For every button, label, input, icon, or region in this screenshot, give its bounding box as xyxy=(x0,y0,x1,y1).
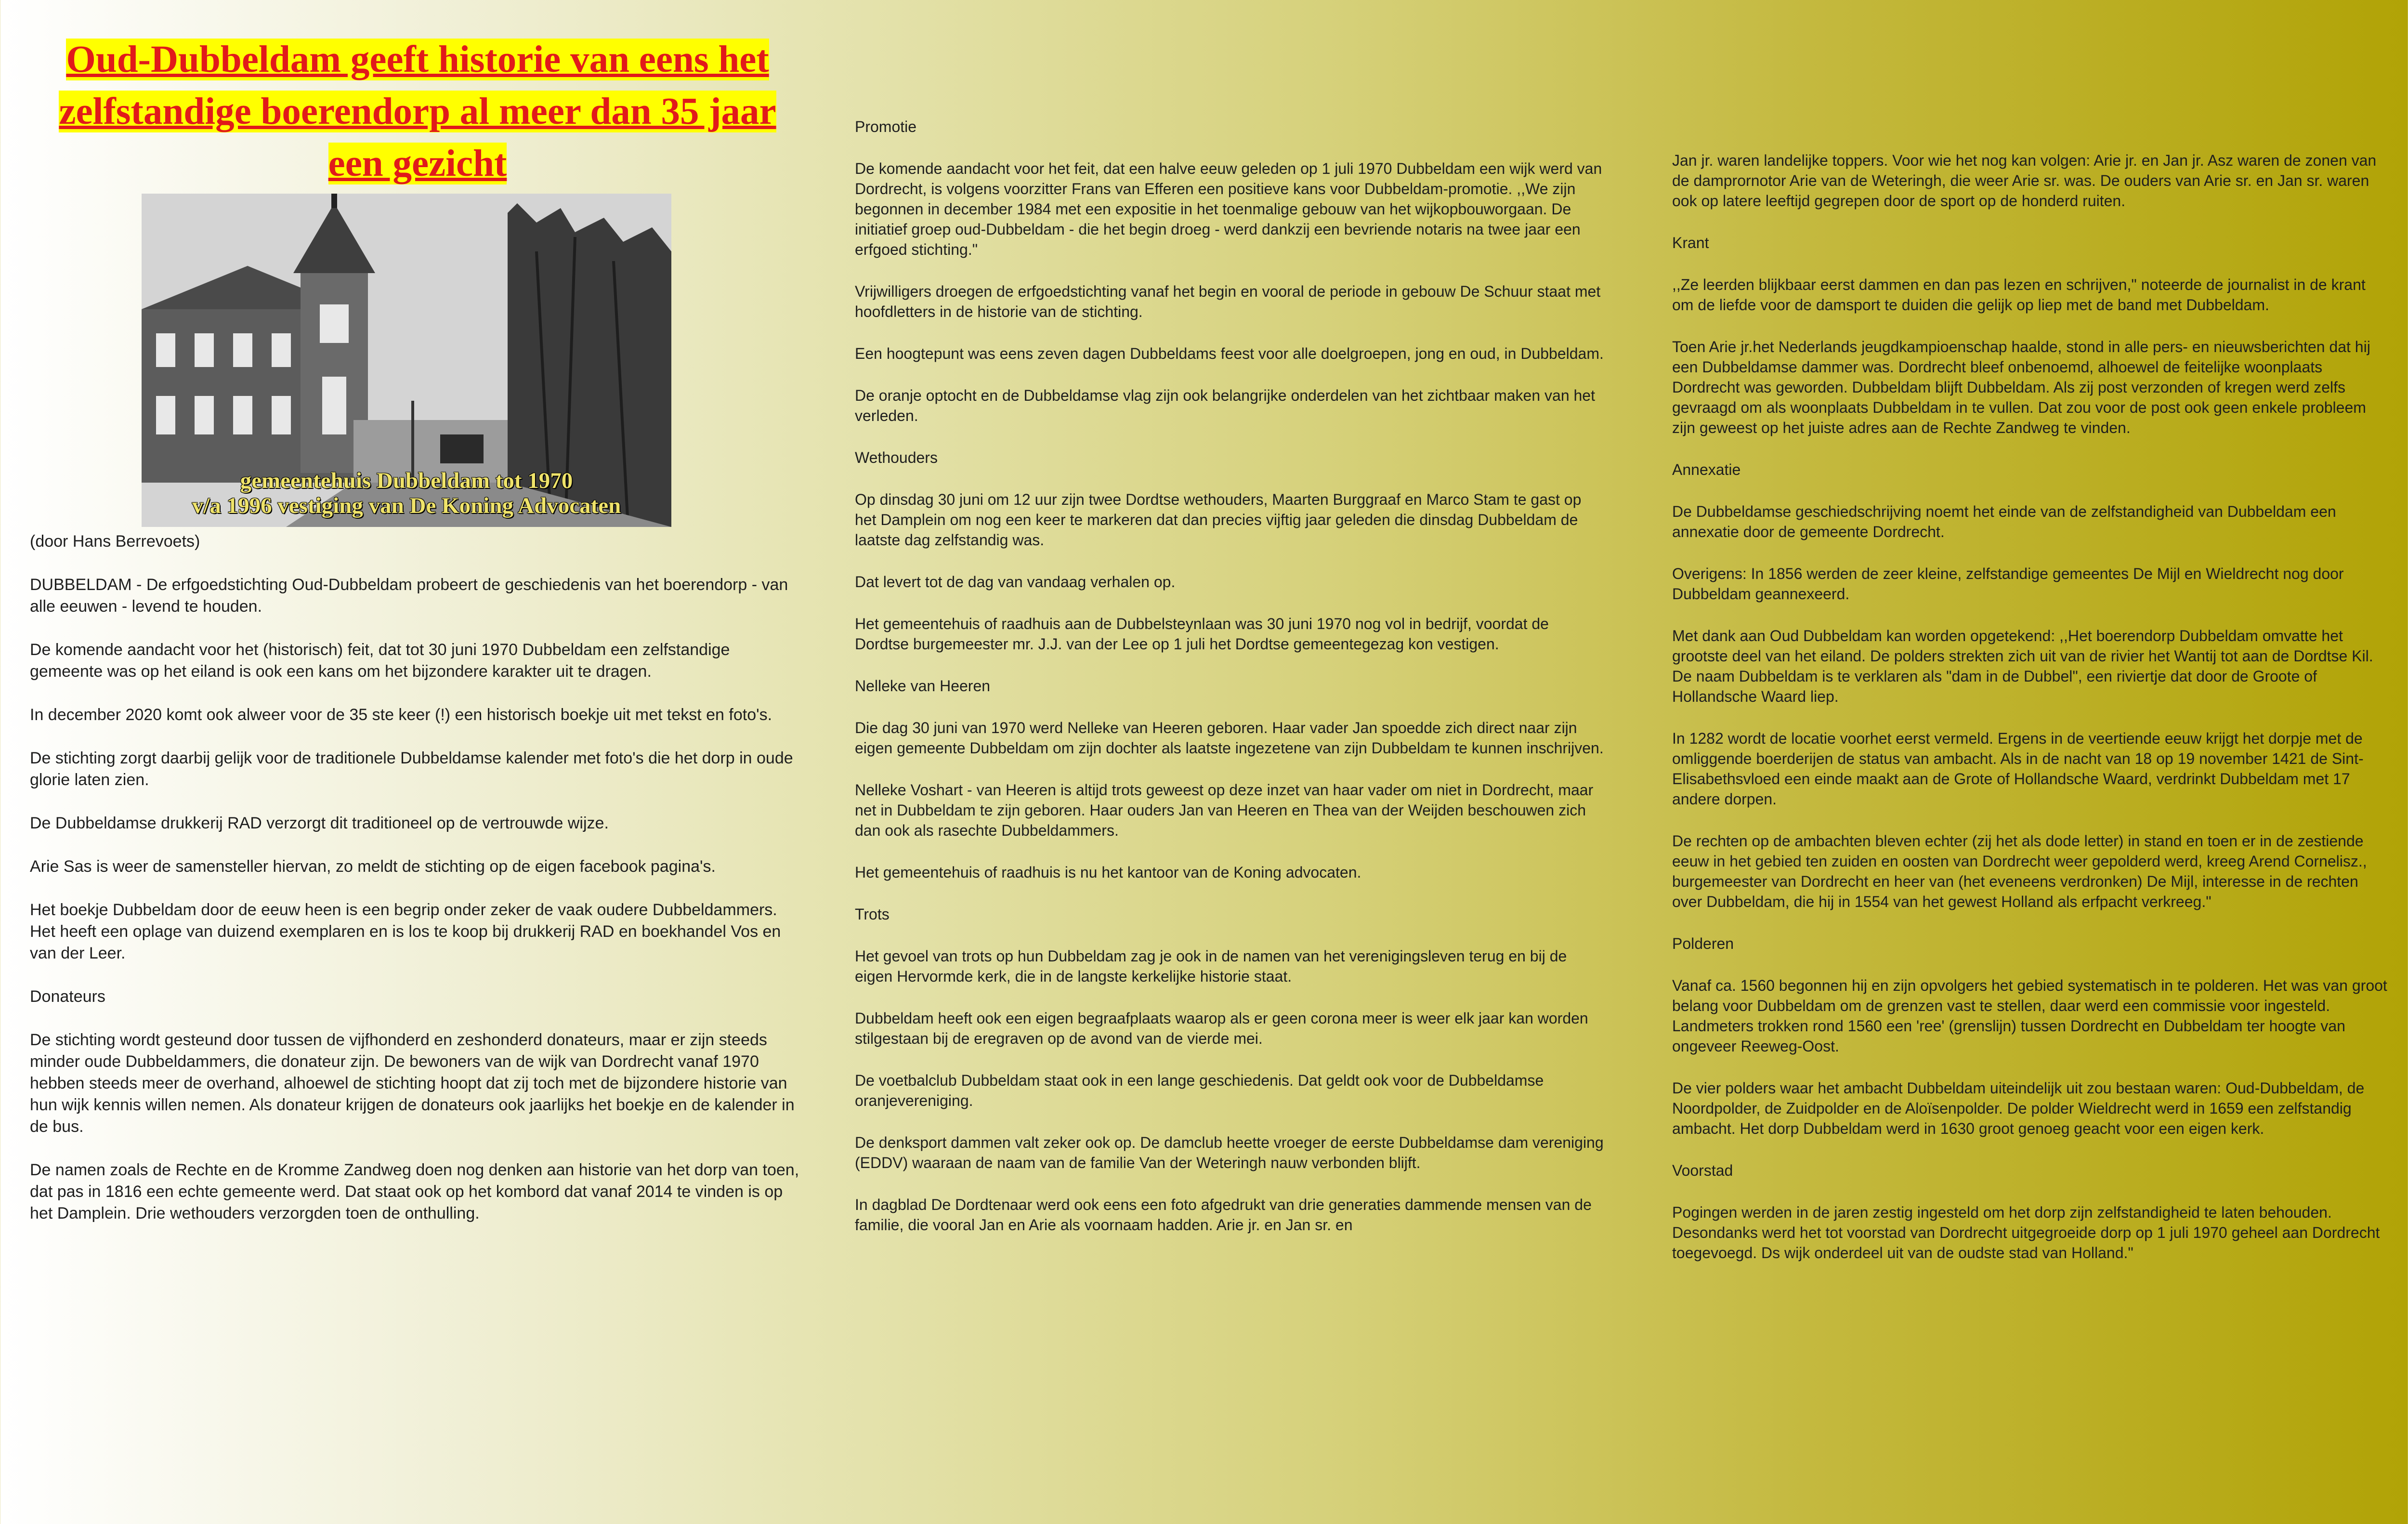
section-heading: Polderen xyxy=(1672,935,1734,952)
paragraph: ,,Ze leerden blijkbaar eerst dammen en dan pas lezen en schrijven," noteerde de journalist in de krant om de liefde voor de damsport te duiden die gelijk op liep met de band met Dubbeldam. xyxy=(1672,276,2366,314)
column-2 xyxy=(855,117,1606,1257)
paragraph: De rechten op de ambachten bleven echter (zij het als dode letter) in stand en toen er in de zestiende eeuw in het gebied ten zuiden en oosten van Dordrecht weer gepolderd werd, kreeg Arend Cornelisz., burgemeester van Dordrecht en heer van (het eveneens verdronken) De Mijl, interesse in de rechten over Dubbeldam, die hij in 1554 van het gewest Holland als erfpacht verkreeg." xyxy=(1672,832,2367,910)
section-heading: Donateurs xyxy=(30,987,105,1006)
paragraph: De stichting zorgt daarbij gelijk voor de traditionele Dubbeldamse kalender met foto's die het dorp in oude glorie laten zien. xyxy=(30,749,793,789)
paragraph: Arie Sas is weer de samensteller hiervan, zo meldt de stichting op de eigen facebook pagina's. xyxy=(30,857,716,876)
section-heading: Promotie xyxy=(855,118,917,135)
paragraph: Die dag 30 juni van 1970 werd Nelleke van Heeren geboren. Haar vader Jan spoedde zich direct naar zijn eigen gemeente Dubbeldam om zijn dochter als laatste ingezetene van zijn Dubbeldam te kunnen inschrijven. xyxy=(855,719,1604,757)
paragraph: De Dubbeldamse geschiedschrijving noemt het einde van de zelfstandigheid van Dubbeldam een annexatie door de gemeente Dordrecht. xyxy=(1672,503,2336,540)
paragraph: Het boekje Dubbeldam door de eeuw heen is een begrip onder zeker de vaak oudere Dubbeldammers. Het heeft een oplage van duizend exemplaren en is los te koop bij drukkerij RAD en boekhandel Vos en van der Leer. xyxy=(30,901,781,962)
paragraph: De Dubbeldamse drukkerij RAD verzorgt dit traditioneel op de vertrouwde wijze. xyxy=(30,814,609,832)
section-heading: Voorstad xyxy=(1672,1162,1733,1179)
column-3 xyxy=(1672,150,2390,1285)
paragraph: In dagblad De Dordtenaar werd ook eens een foto afgedrukt van drie generaties dammende mensen van de familie, die vooral Jan en Arie als voornaam hadden. Arie jr. en Jan sr. en xyxy=(855,1196,1592,1234)
author-line: (door Hans Berrevoets) xyxy=(30,532,200,551)
paragraph: Een hoogtepunt was eens zeven dagen Dubbeldams feest voor alle doelgroepen, jong en oud, in Dubbeldam. xyxy=(855,345,1604,362)
paragraph: De oranje optocht en de Dubbeldamse vlag zijn ook belangrijke onderdelen van het zichtbaar maken van het verleden. xyxy=(855,387,1595,424)
article-title: Oud-Dubbeldam geeft historie van eens het zelfstandige boerendorp al meer dan 35 jaar een gezicht xyxy=(59,39,776,184)
paragraph: Vanaf ca. 1560 begonnen hij en zijn opvolgers het gebied systematisch in te polderen. Het was van groot belang voor Dubbeldam om de grenzen vast te stellen, daar werd een commissie voor ingesteld. Landmeters trokken rond 1560 een 'ree' (grenslijn) tussen Dordrecht en Dubbeldam ter hoogte van ongeveer Reeweg-Oost. xyxy=(1672,977,2387,1055)
paragraph: De denksport dammen valt zeker ook op. De damclub heette vroeger de eerste Dubbeldamse dam vereniging (EDDV) waaraan de naam van de familie Van der Weteringh nauw verbonden blijft. xyxy=(855,1134,1604,1171)
paragraph: Jan jr. waren landelijke toppers. Voor wie het nog kan volgen: Arie jr. en Jan jr. Asz waren de zonen van de damprornotor Arie van de Weteringh, die weer Arie sr. was. De ouders van Arie sr. en Jan sr. waren ook op latere leeftijd gegrepen door de sport op de honderd ruiten. xyxy=(1672,152,2377,210)
paragraph: DUBBELDAM - De erfgoedstichting Oud-Dubbeldam probeert de geschiedenis van het boerendorp - van alle eeuwen - levend te houden. xyxy=(30,576,788,616)
section-heading: Wethouders xyxy=(855,449,938,466)
paragraph: Dubbeldam heeft ook een eigen begraafplaats waarop als er geen corona meer is weer elk jaar kan worden stilgestaan bij de eregraven op de avond van de vierde mei. xyxy=(855,1010,1588,1047)
section-heading: Trots xyxy=(855,906,890,923)
paragraph: Nelleke Voshart - van Heeren is altijd trots geweest op deze inzet van haar vader om niet in Dordrecht, maar net in Dubbeldam te zijn geboren. Haar ouders Jan van Heeren en Thea van der Weijden beschouwen zich dan ook als rasechte Dubbeldammers. xyxy=(855,781,1594,839)
town-hall-photo xyxy=(142,194,671,527)
paragraph: Op dinsdag 30 juni om 12 uur zijn twee Dordtse wethouders, Maarten Burggraaf en Marco Stam te gast op het Damplein om nog een keer te markeren dat dan precies vijftig jaar geleden die dinsdag Dubbeldam de laatste dag zelfstandig was. xyxy=(855,491,1582,549)
paragraph: De komende aandacht voor het (historisch) feit, dat tot 30 juni 1970 Dubbeldam een zelfstandige gemeente was op het eiland is ook een kans om het bijzondere karakter uit te dragen. xyxy=(30,641,730,681)
paragraph: De namen zoals de Rechte en de Kromme Zandweg doen nog denken aan historie van het dorp van toen, dat pas in 1816 een echte gemeente werd. Dat staat ook op het kombord dat vanaf 2014 te vinden is op het Damplein. Drie wethouders verzorgden toen de onthulling. xyxy=(30,1161,799,1222)
section-heading: Nelleke van Heeren xyxy=(855,677,991,695)
paragraph: De voetbalclub Dubbeldam staat ook in een lange geschiedenis. Dat geldt ook voor de Dubbeldamse oranjevereniging. xyxy=(855,1072,1544,1109)
paragraph: Overigens: In 1856 werden de zeer kleine, zelfstandige gemeentes De Mijl en Wieldrecht nog door Dubbeldam geannexeerd. xyxy=(1672,565,2344,603)
paragraph: Het gevoel van trots op hun Dubbeldam zag je ook in de namen van het verenigingsleven terug en bij de eigen Hervormde kerk, die in de langste kerkelijke historie staat. xyxy=(855,947,1567,985)
paragraph: Vrijwilligers droegen de erfgoedstichting vanaf het begin en vooral de periode in gebouw De Schuur staat met hoofdletters in de historie van de stichting. xyxy=(855,283,1601,320)
paragraph: De vier polders waar het ambacht Dubbeldam uiteindelijk uit zou bestaan waren: Oud-Dubbeldam, de Noordpolder, de Zuidpolder en de Aloïsenpolder. De polder Wieldrecht werd in 1659 een zelfstandig ambacht. Het dorp Dubbeldam werd in 1630 groot genoeg geacht voor een eigen kerk. xyxy=(1672,1079,2365,1137)
paragraph: In 1282 wordt de locatie voorhet eerst vermeld. Ergens in de veertiende eeuw krijgt het dorpje met de omliggende boerderijen de status van ambacht. Als in de nacht van 18 op 19 november 1421 de Sint-Elisabethsvloed een einde maakt aan de Grote of Hollandsche Waard, verdrinkt Dubbeldam met 17 andere dorpen. xyxy=(1672,730,2364,808)
paragraph: Toen Arie jr.het Nederlands jeugdkampioenschap haalde, stond in alle pers- en nieuwsberichten dat hij een Dubbeldamse dammer was. Dordrecht bleef onbenoemd, alhoewel de feitelijke woonplaats Dordrecht was geworden. Dubbeldam blijft Dubbeldam. Als zij post verzonden of kregen werd zelfs gevraagd om als woonplaats Dubbeldam in te vullen. Dat zou voor de post ook geen enkele probleem zijn geweest op het juiste adres aan de Rechte Zandweg te vinden. xyxy=(1672,338,2370,436)
paragraph: Dat levert tot de dag van vandaag verhalen op. xyxy=(855,573,1176,591)
paragraph: Het gemeentehuis of raadhuis is nu het kantoor van de Koning advocaten. xyxy=(855,864,1361,881)
paragraph: Pogingen werden in de jaren zestig ingesteld om het dorp zijn zelfstandigheid te laten behouden. Desondanks werd het tot voorstad van Dordrecht uitgegroeide dorp op 1 juli 1970 geheel aan Dordrecht toegevoegd. Ds wijk onderdeel uit van de oudste stad van Holland." xyxy=(1672,1204,2380,1261)
paragraph: In december 2020 komt ook alweer voor de 35 ste keer (!) een historisch boekje uit met tekst en foto's. xyxy=(30,706,772,724)
section-heading: Krant xyxy=(1672,234,1709,251)
section-heading: Annexatie xyxy=(1672,461,1741,478)
paragraph: De stichting wordt gesteund door tussen de vijfhonderd en zeshonderd donateurs, maar er zijn steeds minder oude Dubbeldammers, die donateur zijn. De bewoners van de wijk van Dordrecht vanaf 1970 hebben steeds meer de overhand, alhoewel de stichting hoopt dat zij toch met de bijzondere historie van hun wijk kennis willen nemen. Als donateur krijgen de donateurs ook jaarlijks het boekje en de kalender in de bus. xyxy=(30,1031,795,1136)
column-1 xyxy=(30,0,805,1246)
photo-caption-line2: v/a 1996 vestiging van De Koning Advocaten xyxy=(192,493,621,518)
paragraph: Het gemeentehuis of raadhuis aan de Dubbelsteynlaan was 30 juni 1970 nog vol in bedrijf, voordat de Dordtse burgemeester mr. J.J. van der Lee op 1 juli het Dordtse gemeentegezag kon vestigen. xyxy=(855,615,1549,653)
paragraph: De komende aandacht voor het feit, dat een halve eeuw geleden op 1 juli 1970 Dubbeldam een wijk werd van Dordrecht, is volgens voorzitter Frans van Efferen een positieve kans voor Dubbeldam-promotie. ,,We zijn begonnen in december 1984 met een expositie in het toenmalige gebouw van het wijkopbouworgaan. De initiatief groep oud-Dubbeldam - die het begin droeg - werd dankzij een bevriende notaris na twee jaar een erfgoed stichting." xyxy=(855,160,1602,258)
paragraph: Met dank aan Oud Dubbeldam kan worden opgetekend: ,,Het boerendorp Dubbeldam omvatte het grootste deel van het eiland. De polders strekten zich uit van de rivier het Wantij tot aan de Dordtse Kil. De naam Dubbeldam is te verklaren als "dam in de Dubbel", een riviertje dat door de Groote of Hollandsche Waard liep. xyxy=(1672,627,2373,705)
photo-caption-line1: gemeentehuis Dubbeldam tot 1970 xyxy=(240,468,573,493)
